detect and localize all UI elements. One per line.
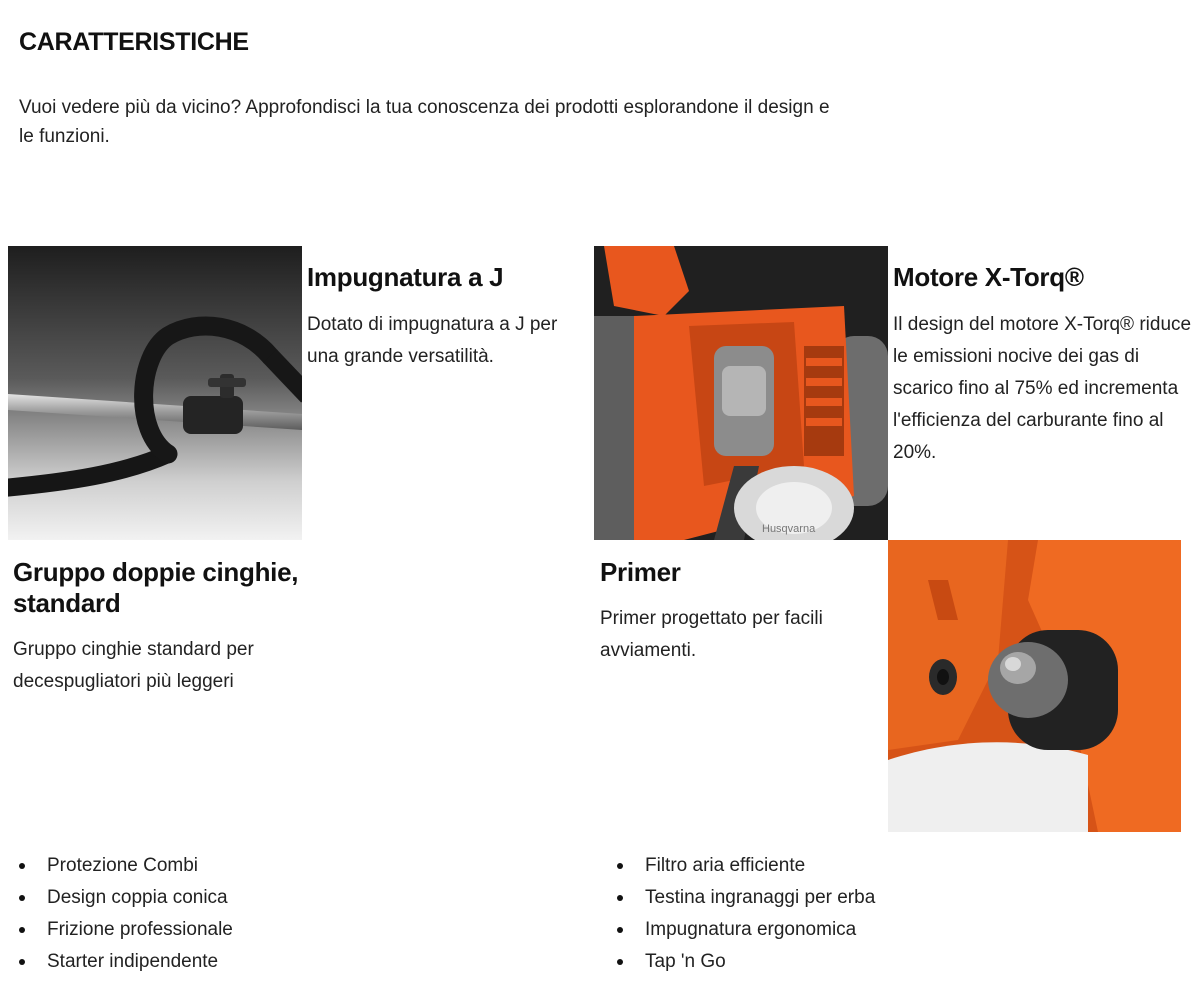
list-item: Filtro aria efficiente <box>617 850 875 882</box>
feature-title-x-torq: Motore X-Torq® <box>893 262 1084 292</box>
list-item: Testina ingranaggi per erba <box>617 882 875 914</box>
primer-image <box>888 540 1181 832</box>
list-item: Design coppia conica <box>19 882 233 914</box>
page-title: CARATTERISTICHE <box>19 28 249 56</box>
list-item: Frizione professionale <box>19 914 233 946</box>
list-item: Tap 'n Go <box>617 946 875 978</box>
feature-title-primer: Primer <box>600 557 681 587</box>
intro-text: Vuoi vedere più da vicino? Approfondisci la tua conoscenza dei prodotti esplorandone il design e le funzioni. <box>19 97 830 147</box>
feature-description-x-torq: Il design del motore X-Torq® riduce le emissioni nocive dei gas di scarico fino al 75% ed incrementa l'efficienza del carburante fino al 20%. <box>893 314 1192 463</box>
list-item: Protezione Combi <box>19 850 233 882</box>
list-item: Starter indipendente <box>19 946 233 978</box>
feature-title-j-handle: Impugnatura a J <box>307 262 504 292</box>
engine-image <box>594 246 888 540</box>
feature-description-primer: Primer progettato per facili avviamenti. <box>600 608 823 661</box>
list-item: Impugnatura ergonomica <box>617 914 875 946</box>
engine-brand-label: Husqvarna <box>762 523 816 535</box>
j-handle-image <box>8 246 302 540</box>
feature-list-right <box>617 850 875 978</box>
feature-description-harness: Gruppo cinghie standard per decespugliatori più leggeri <box>13 639 254 692</box>
feature-title-harness: Gruppo doppie cinghie, standard <box>13 557 299 618</box>
feature-list-left <box>19 850 233 978</box>
feature-description-j-handle: Dotato di impugnatura a J per una grande versatilità. <box>307 314 558 367</box>
